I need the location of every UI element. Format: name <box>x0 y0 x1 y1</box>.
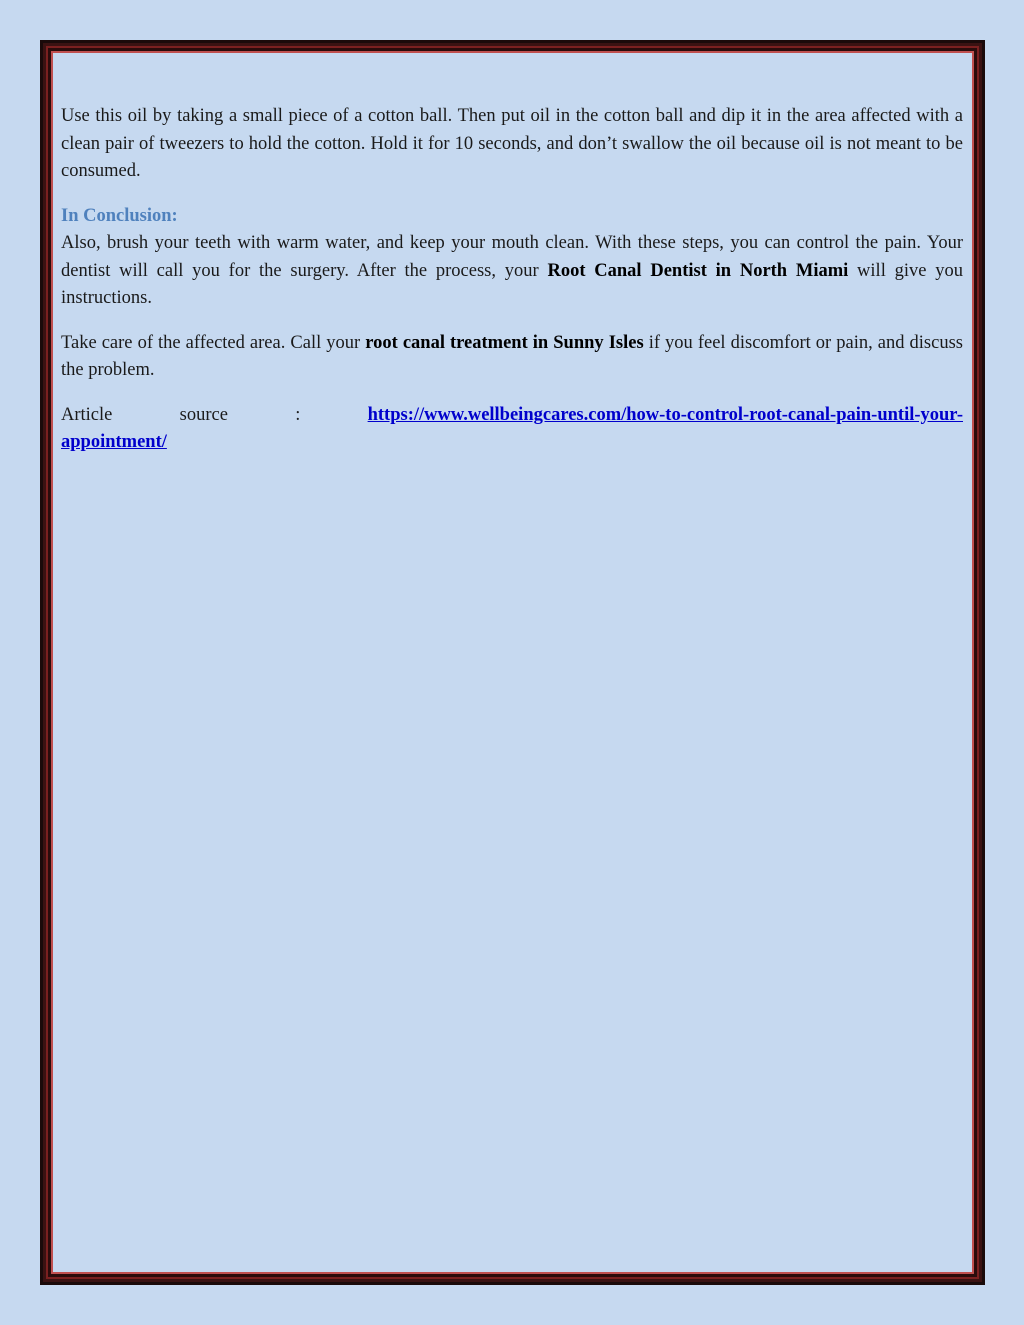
article-source <box>61 402 963 457</box>
aftercare-keyword: root canal treatment in Sunny Isles <box>365 332 644 353</box>
source-link[interactable]: https://www.wellbeingcares.com/how-to-control-root-canal-pain-until-your- <box>367 404 963 425</box>
conclusion-section <box>61 203 963 313</box>
aftercare-text-before: Take care of the affected area. Call your <box>61 332 366 353</box>
source-label-source: source <box>179 404 228 425</box>
conclusion-text-after: will give you instructions. <box>61 260 963 308</box>
document-body <box>61 103 963 457</box>
source-colon: : <box>295 404 301 425</box>
conclusion-heading: In Conclusion: <box>61 205 178 226</box>
source-label-article: Article <box>61 404 113 425</box>
conclusion-keyword: Root Canal Dentist in North Miami <box>547 260 849 281</box>
paragraph-cotton-ball: Use this oil by taking a small piece of a cotton ball. Then put oil in the cotton ball and dip it in the area affected with a clean pair of tweezers to hold the cotton. Hold it for 10 seconds, and don’t swallow the oil because oil is not meant to be consumed. <box>61 106 963 181</box>
conclusion-text-before: Also, brush your teeth with warm water, and keep your mouth clean. With these steps, you can control the pain. Your dentist will call you for the surgery. After the process, your <box>61 233 963 281</box>
paragraph-aftercare <box>61 330 963 385</box>
source-link-continued[interactable]: appointment/ <box>61 432 167 452</box>
aftercare-text-after: if you feel discomfort or pain, and discuss the problem. <box>61 332 963 380</box>
